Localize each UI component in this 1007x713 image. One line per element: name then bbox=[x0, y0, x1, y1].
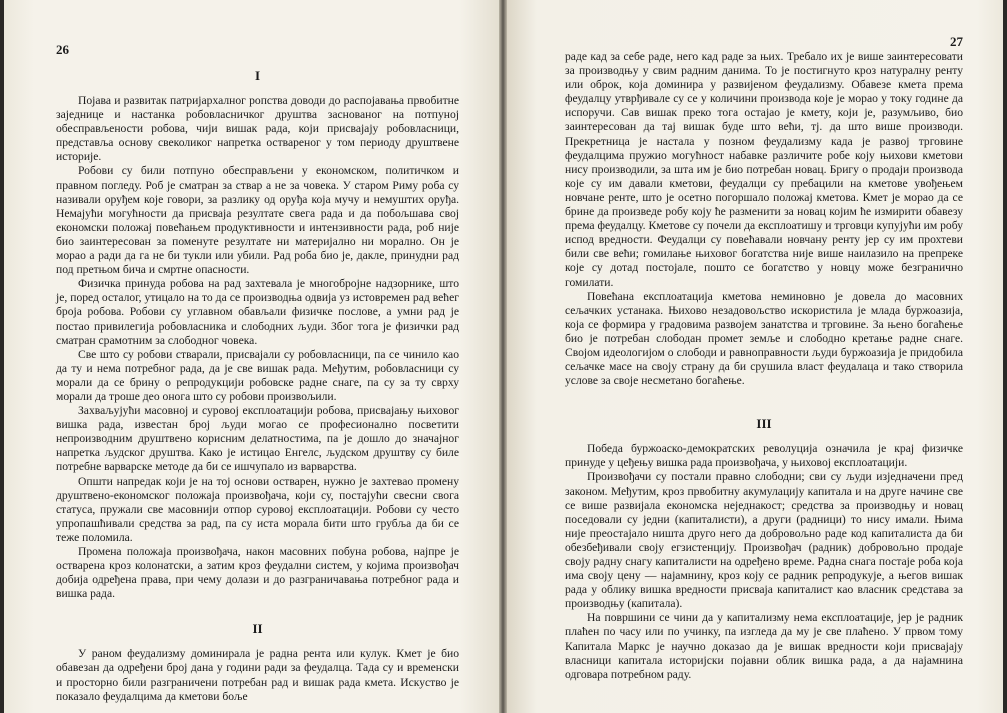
book-gutter bbox=[499, 0, 507, 713]
paragraph: На површини се чини да у капитализму нема експлоатације, јер је радник плаћен по часу или по учинку, па изгледа да му је све плаћено. У првом тому Капитала Маркс је научно доказао да је вишак вредности који присвајају власници капитала историјски појавни облик вишка рада, а да најамнина одговара потребном раду. bbox=[565, 611, 963, 681]
page-number-right: 27 bbox=[950, 34, 963, 49]
paragraph: Појава и развитак патријархалног ропства доводи до распојавања првобитне заједнице и настанка робовласничког друштва заснованог на потпуној обесправљености робова, чији вишак рада, који присвајају робовласници, представља основу свеколиког напретка оствареног у том периоду друштвене историје. bbox=[56, 94, 459, 164]
left-page bbox=[4, 0, 499, 713]
paragraph: Општи напредак који је на тој основи остварен, нужно је захтевао промену друштвено-економског положаја произвођача, који су, постајући свесни свога статуса, пружали све масовнији отпор суровој експлоатацији. Робови су често упропашћивали средства за рад, па су иста морала бити што грубља да би се теже поломила. bbox=[56, 474, 459, 544]
right-section-continued-body bbox=[565, 50, 963, 388]
left-section-2-body bbox=[56, 647, 459, 703]
paragraph: Захваљујући масовној и суровој експлоатацији робова, присвајању њиховог вишка рада, известан број људи могао се професионално посветити непроизводним друштвено корисним делатностима, па је дошло до значајног напретка људског друштва. Како је истицао Енгелс, људском друштву су биле потребне варварске методе да би се ишчупало из варварства. bbox=[56, 404, 459, 474]
section-heading-3: III bbox=[756, 416, 772, 432]
paragraph: У раном феудализму доминирала је радна рента или кулук. Кмет је био обавезан да одређени број дана у години ради за феудалца. Тада су и временски и просторно били разграничени потребан рад и вишак рада кмета. Искуство је показало феудалцима да кметови боље bbox=[56, 647, 459, 703]
section-heading-2: II bbox=[252, 621, 263, 637]
paragraph: Победа буржоаско-демократских револуција означила је крај физичке принуде у цеђењу вишка рада произвођача, у њиховој експлоатацији. bbox=[565, 442, 963, 470]
paragraph: Промена положаја произвођача, након масовних побуна робова, најпре је остварена кроз колонатски, а затим кроз феудални систем, у којима произвођач добија одређена права, при чему долази и до разграничавања потребног рада и вишка рада. bbox=[56, 545, 459, 601]
paragraph: Повећана експлоатација кметова неминовно је довела до масовних сељачких устанака. Њихово незадовољство искористила је млада буржоазија, која се формира у градовима развојем занатства и трговине. За њено богаћење био је потребан слободан промет земље и слободно кретање радне снаге. Својом идеологијом о слободи и равноправности људи буржоазија је придобила сељачке масе на своју страну да би срушила власт феудалаца и тако створила услове за своје несметано богаћење. bbox=[565, 289, 963, 388]
paragraph: Робови су били потпуно обесправљени у економском, политичком и правном погледу. Роб је сматран за ствар а не за човека. У старом Риму роба су називали оруђем које говори, за разлику од оруђа која мучу и немуштих оруђа. Немајући могућности да присвајa резултате свега рада и да побољшава свој економски положај повећањем продуктивности и интензивности рада, роб није био заинтересован за поменуте резултате ни материјално ни морално. Он је морао а ради да га не би тукли или убили. Рад роба био је, дакле, принудни рад под претњом бича и смртне опасности. bbox=[56, 164, 459, 277]
paragraph: Физичка принуда робова на рад захтевала је многобројне надзорнике, што је, поред осталог, утицало на то да се производња одвија уз истовремен рад већег броја робова. Робови су углавном обављали физичке послове, а умни рад је постао привилегија робовласника и слободних људи. Због тога је физички рад сматран срамотним за слободног човека. bbox=[56, 277, 459, 347]
left-section-1-body bbox=[56, 94, 459, 601]
paragraph: Произвођачи су постали правно слободни; сви су људи изједначени пред законом. Међутим, кроз првобитну акумулацију капитала и на друге начине све се више развијала економска неједнакост; средства за производњу и новац поседовали су једни (капиталисти), а други (радници) то нису имали. Њима није преостајало ништа друго него да добровољно раде код капиталиста да би обезбеђивали своју егзистенцију. Произвођач (радник) добровољно продаје своју радну снагу капиталисти на одређено време. Радна снага постаје роба која има своју цену — најамнину, кроз коју се радник репродукује, а његов вишак рада у облику вишка вредности присваја капиталист као власник средстава за производњу (капитала). bbox=[565, 470, 963, 611]
page-number-left: 26 bbox=[56, 42, 69, 57]
paragraph: Све што су робови стварали, присвајали су робовласници, па се чинило као да ту и нема потребног рада, да је све вишак рада. Међутим, робовласници су морали да се брину о репродукцији робовске радне снаге, па су за ту сврху морали да троше део онога што су робови произвољили. bbox=[56, 347, 459, 403]
paragraph: раде кад за себе раде, него кад раде за њих. Требало их је више заинтересовати за производњу у свим радним данима. То је постигнуто кроз натуралну ренту или оброк, која доминира у развијеном феудализму. Обавезе кмета према феудалцу утврђивале су се у количини производа које је морао у току године да испоручи. Сав вишак преко тога остајао је кмету, који је, разумљиво, био заинтересован да тај вишак буде што већи, тј. да што више производи. Прекретница је настала у позном феудализму када је развој трговине феудалцима пружио могућност набавке различите робе коју њихови кметови нису производили, за шта им је био потребан новац. Бригу о продаји производа које су им давали кметови, феудалци су пребацили на кметове увођењем новчане ренте, што је осетно погоршало положај кметова. Кмет је морао да се брине да произведе робу коју ће разменити за новац којим ће измирити обавезу према феудалцу. Кметове су почели да експлоатишу и трговци купујући им робу испод вредности. Феудалци су повећавали новчану ренту јер су им прохтеви били све већи; гомилање њиховог богатства није више наилазило на препреке које су дотад постојале, пошто се богатство у новцу може безгранично гомилати. bbox=[565, 50, 963, 289]
right-section-3-body bbox=[565, 442, 963, 682]
section-heading-1: I bbox=[254, 68, 261, 83]
right-page bbox=[507, 0, 1003, 713]
